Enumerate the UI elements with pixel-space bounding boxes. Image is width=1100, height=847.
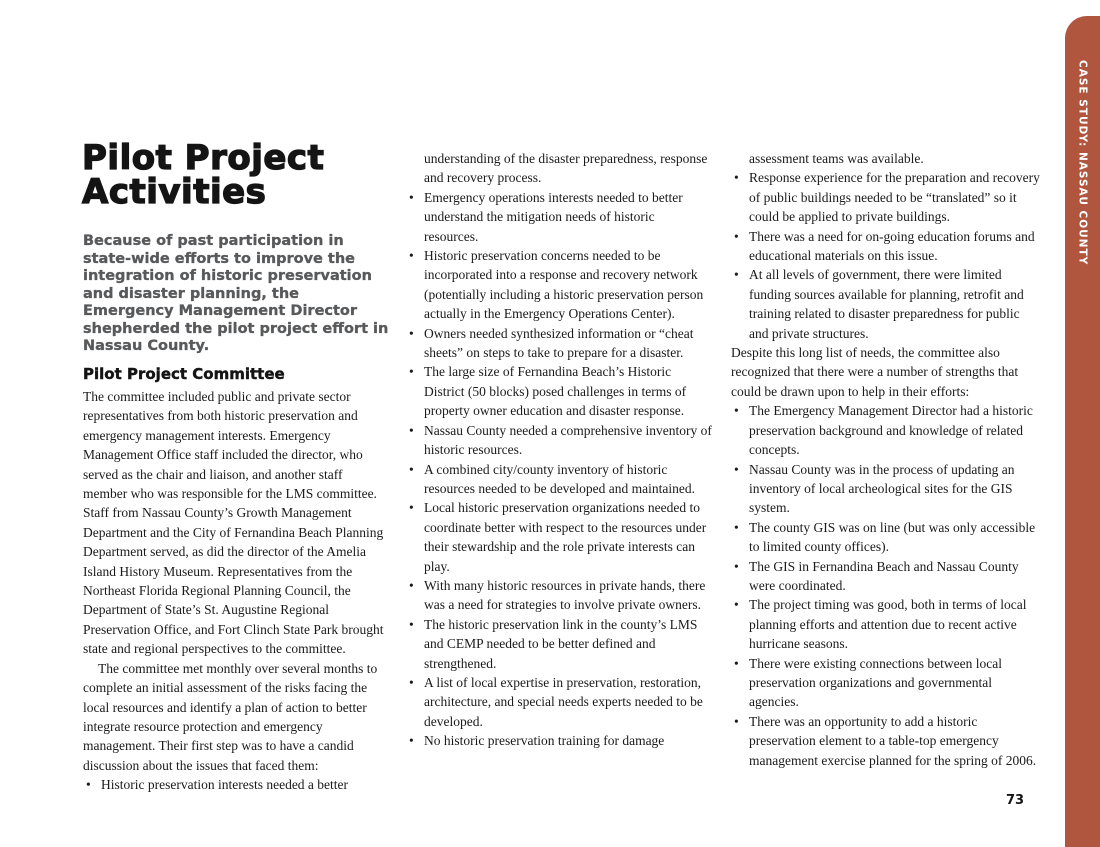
bullet-continuation: understanding of the disaster preparedness, response and recovery process. (424, 151, 708, 186)
list-item (406, 615, 712, 673)
committee-paragraph-2: The committee met monthly over several months to complete an initial assessment of the risks facing the local resources and identify a plan of action to better integrate resource protection and emergency management. Their first step was to have a candid discussion about the issues that faced them: (83, 660, 378, 773)
list-item (406, 362, 712, 420)
list-item (731, 654, 1042, 712)
list-item (406, 576, 712, 615)
bullet-icon: • (409, 500, 414, 516)
page-title-line-1: Pilot Project (82, 138, 325, 178)
bullet-icon: • (734, 519, 739, 535)
bullet-icon: • (734, 403, 739, 419)
list-item (731, 227, 1042, 266)
bullet-icon: • (409, 189, 414, 205)
list-item (731, 557, 1042, 596)
bullet-text: The county GIS was on line (but was only accessible to limited county offices). (749, 519, 1036, 555)
bullet-text: Historic preservation concerns needed to be incorporated into a response and recovery network (potentially including a historic preservation person actually in the Emergency Operations Center). (424, 248, 704, 322)
list-item (406, 498, 712, 576)
bullet-icon: • (409, 248, 414, 264)
bullet-text: There was a need for on-going education forums and educational materials on this issue. (749, 228, 1035, 264)
bullet-text: Local historic preservation organizations needed to coordinate better with respect to the resources under their stewardship and the role private interests can play. (424, 500, 707, 574)
bullet-text: There were existing connections between local preservation organizations and governmental agencies. (749, 655, 1003, 710)
bullet-icon: • (734, 170, 739, 186)
list-item (406, 324, 712, 363)
bullet-icon: • (409, 325, 414, 341)
bullet-text: A combined city/county inventory of historic resources needed to be developed and maintained. (424, 461, 696, 496)
list-item (731, 168, 1042, 226)
bullet-icon: • (734, 655, 739, 671)
list-item (406, 246, 712, 324)
bullet-continuation: assessment teams was available. (749, 151, 924, 166)
bullet-icon: • (409, 364, 414, 380)
bullet-icon: • (409, 616, 414, 632)
column-middle (406, 149, 712, 751)
list-item (406, 421, 712, 460)
bullet-text: Owners needed synthesized information or “cheat sheets” on steps to take to prepare for a disaster. (424, 325, 694, 361)
bullet-text: Historic preservation interests needed a better (101, 777, 349, 793)
bullet-text: Nassau County was in the process of updating an inventory of local archeological sites for the GIS system. (749, 461, 1015, 516)
bullet-text: There was an opportunity to add a historic preservation element to a table-top emergency management exercise planned for the spring of 2006. (749, 713, 1037, 768)
list-item (406, 731, 712, 750)
bullet-text: With many historic resources in private hands, there was a need for strategies to involve private owners. (424, 577, 706, 613)
case-study-tab-label: CASE STUDY: NASSAU COUNTY (1076, 60, 1089, 266)
bullet-icon: • (734, 461, 739, 477)
intro-paragraph: Because of past participation in state-wide efforts to improve the integration of historic preservation and disaster planning, the Emergency Management Director shepherded the pilot project effort in Nassau County. (83, 233, 389, 354)
bullet-icon: • (409, 461, 414, 477)
list-item (731, 401, 1042, 459)
list-item (406, 188, 712, 246)
bullet-text: No historic preservation training for damage (424, 733, 665, 749)
list-item (731, 460, 1042, 518)
bullet-icon: • (734, 558, 739, 574)
list-item (406, 673, 712, 731)
bullet-icon: • (409, 733, 414, 749)
list-item (83, 775, 388, 794)
list-item (731, 712, 1042, 770)
column-left (83, 387, 388, 795)
case-study-side-tab (1065, 16, 1100, 847)
bullet-text: The project timing was good, both in terms of local planning efforts and attention due to recent active hurricane seasons. (749, 597, 1027, 652)
list-item (731, 518, 1042, 557)
column-right (731, 149, 1042, 770)
bullet-text: The large size of Fernandina Beach’s Historic District (50 blocks) posed challenges in terms of property owner education and disaster response. (424, 364, 687, 419)
strengths-list (731, 401, 1042, 770)
page-title-line-2: Activities (82, 172, 267, 212)
bullet-text: A list of local expertise in preservation, restoration, architecture, and special needs experts needed to be developed. (424, 674, 703, 729)
bullet-icon: • (734, 597, 739, 613)
bullet-text: Emergency operations interests needed to better understand the mitigation needs of historic resources. (424, 189, 683, 244)
list-item (406, 460, 712, 499)
bullet-icon: • (409, 577, 414, 593)
bullet-text: The Emergency Management Director had a historic preservation background and knowledge of related concepts. (749, 403, 1033, 458)
bullet-text: Nassau County needed a comprehensive inventory of historic resources. (424, 422, 712, 458)
page-title (82, 138, 325, 212)
issues-list (406, 188, 712, 731)
bullet-text: Response experience for the preparation and recovery of public buildings needed to be “translated” so it could be applied to private buildings. (749, 170, 1040, 225)
strengths-intro-paragraph: Despite this long list of needs, the committee also recognized that there were a number of strengths that could be drawn upon to help in their efforts: (731, 345, 1019, 399)
bullet-text: The historic preservation link in the county’s LMS and CEMP needed to be better defined and strengthened. (424, 616, 698, 671)
bullet-text: The GIS in Fernandina Beach and Nassau County were coordinated. (749, 558, 1019, 593)
list-item (731, 265, 1042, 343)
bullet-icon: • (86, 777, 91, 793)
bullet-icon: • (734, 267, 739, 283)
committee-paragraph-1: The committee included public and private sector representatives from both historic preservation and emergency management interests. Emergency Management Office staff included the director, who served as the chair and liaison, and another staff member who was responsible for the LMS committee. Staff from Nassau County’s Growth Management Department and the City of Fernandina Beach Planning Department served, as did the director of the Amelia Island History Museum. Representatives from the Northeast Florida Regional Planning Council, the Department of State’s St. Augustine Regional Preservation Office, and Fort Clinch State Park brought state and regional perspectives to the committee. (83, 389, 384, 657)
page-number: 73 (1006, 793, 1025, 808)
issues-list-continued (731, 168, 1042, 343)
bullet-icon: • (409, 422, 414, 438)
bullet-icon: • (734, 228, 739, 244)
section-heading: Pilot Project Committee (83, 365, 285, 383)
bullet-icon: • (409, 674, 414, 690)
bullet-icon: • (734, 713, 739, 729)
list-item (731, 595, 1042, 653)
bullet-text: At all levels of government, there were limited funding sources available for planning, retrofit and training related to disaster preparedness for public and private structures. (749, 267, 1024, 341)
